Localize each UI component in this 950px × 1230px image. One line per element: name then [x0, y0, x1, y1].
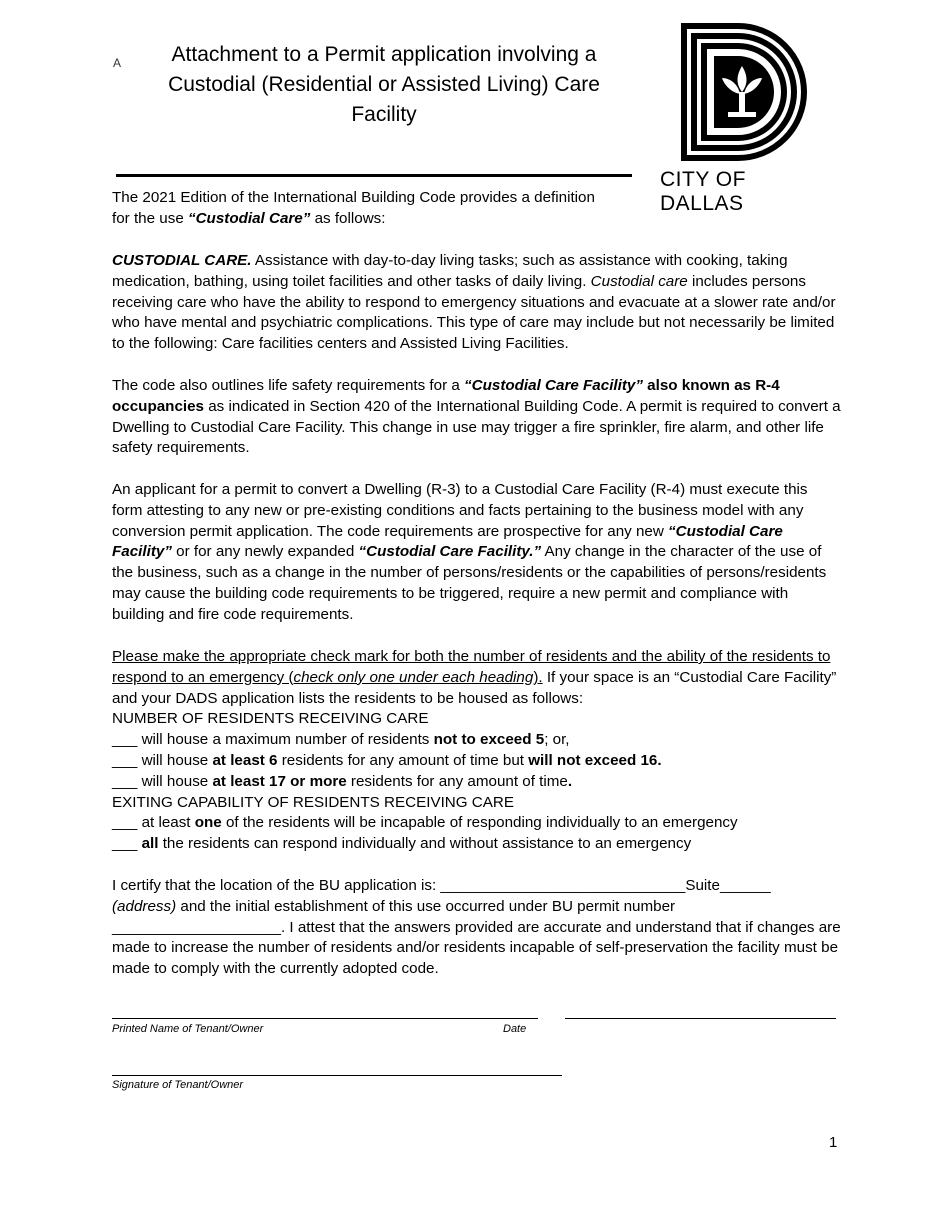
- title-line-2: Custodial (Residential or Assisted Living) Care: [168, 73, 600, 96]
- address-field[interactable]: _____________________________: [440, 877, 686, 894]
- printed-name-label: Printed Name of Tenant/Owner: [112, 1023, 264, 1035]
- page-number: 1: [829, 1134, 838, 1151]
- exiting-heading: EXITING CAPABILITY OF RESIDENTS RECEIVING CARE: [112, 793, 514, 811]
- residents-heading: NUMBER OF RESIDENTS RECEIVING CARE: [112, 710, 429, 728]
- option-all-capable[interactable]: ___ all the residents can respond individually and without assistance to an emergency: [112, 835, 692, 853]
- intro-line-1: The 2021 Edition of the International Building Code provides a definition: [112, 189, 595, 206]
- signature-label: Signature of Tenant/Owner: [112, 1079, 244, 1091]
- checkbox-blank[interactable]: ___: [112, 772, 138, 790]
- permit-number-field[interactable]: ____________________: [112, 918, 281, 936]
- intro-paragraph: [112, 188, 842, 230]
- checklist-section: [112, 647, 842, 855]
- date-line[interactable]: [565, 1018, 836, 1019]
- option-17-or-more[interactable]: ___ will house at least 17 or more residents for any amount of time.: [112, 772, 573, 790]
- checkbox-blank[interactable]: ___: [112, 814, 138, 832]
- checkbox-blank[interactable]: ___: [112, 751, 138, 769]
- option-6-to-16[interactable]: ___ will house at least 6 residents for any amount of time but will not exceed 16.: [112, 751, 662, 769]
- definition-paragraph: CUSTODIAL CARE. Assistance with day-to-day living tasks; such as assistance with cooking, taking medication, bathing, using toilet facilities and other tasks of daily living. Custodial care includes persons receiving care who have the ability to respond to emergency situations and evacuate at a slower rate and/or who have mental and psychiatric complications. This type of care may include but not necessarily be limited to the following: Care facilities centers and Assisted Living Facilities.: [112, 252, 836, 353]
- option-max-5[interactable]: ___ will house a maximum number of residents not to exceed 5; or,: [112, 731, 570, 749]
- title-divider: [116, 174, 632, 177]
- certify-line-2: (address) and the initial establishment of this use occurred under BU permit number: [112, 897, 676, 915]
- intro-line-2: for the use “Custodial Care” as follows:: [112, 209, 386, 227]
- option-one-incapable[interactable]: ___ at least one of the residents will be incapable of responding individually to an emergency: [112, 814, 738, 832]
- city-name: CITY OF DALLAS: [660, 168, 746, 215]
- checkbox-blank[interactable]: ___: [112, 835, 138, 853]
- certify-section: [112, 876, 842, 980]
- applicant-paragraph: An applicant for a permit to convert a Dwelling (R-3) to a Custodial Care Facility (R-4) must execute this form attesting to any new or pre-existing conditions and facts pertaining to the business model with any conversion permit application. The code requirements are prospective for any new “Custodial Care Facility” or for any newly expanded “Custodial Care Facility.” Any change in the character of the use of the business, such as a change in the number of persons/residents or the capabilities of persons/residents may cause the building code requirements to be triggered, require a new permit and compliance with building and fire code requirements.: [112, 481, 827, 623]
- title-line-1: Attachment to a Permit application involving a: [171, 43, 597, 66]
- certify-line-3: ____________________. I attest that the answers provided are accurate and understand that if changes are made to increase the number of residents and/or residents incapable of self-preservation the facility must be made to comply with the currently adopted code.: [112, 918, 841, 978]
- code-paragraph: The code also outlines life safety requirements for a “Custodial Care Facility” also known as R-4 occupancies as indicated in Section 420 of the International Building Code. A permit is required to convert a Dwelling to Custodial Care Facility. This change in use may trigger a fire sprinkler, fire alarm, and other life safety requirements.: [112, 377, 841, 457]
- signature-line[interactable]: [112, 1075, 562, 1076]
- stray-mark: A: [113, 56, 122, 70]
- title-line-3: Facility: [351, 103, 417, 126]
- date-label: Date: [503, 1023, 527, 1035]
- certify-line-1: I certify that the location of the BU application is: _____________________________Suite______: [112, 877, 771, 894]
- printed-name-line[interactable]: [112, 1018, 538, 1019]
- suite-field[interactable]: ______: [719, 877, 771, 894]
- checklist-instruction: Please make the appropriate check mark for both the number of residents and the ability of the residents to respond to an emergency (check only one under each heading). If your space is an “Custodial Care Facility” and your DADS application lists the residents to be housed as follows:: [112, 648, 837, 707]
- definition-term: CUSTODIAL CARE.: [112, 252, 252, 269]
- checkbox-blank[interactable]: ___: [112, 731, 138, 749]
- page-title: [114, 40, 654, 130]
- city-of-dallas-logo-icon: [676, 22, 816, 162]
